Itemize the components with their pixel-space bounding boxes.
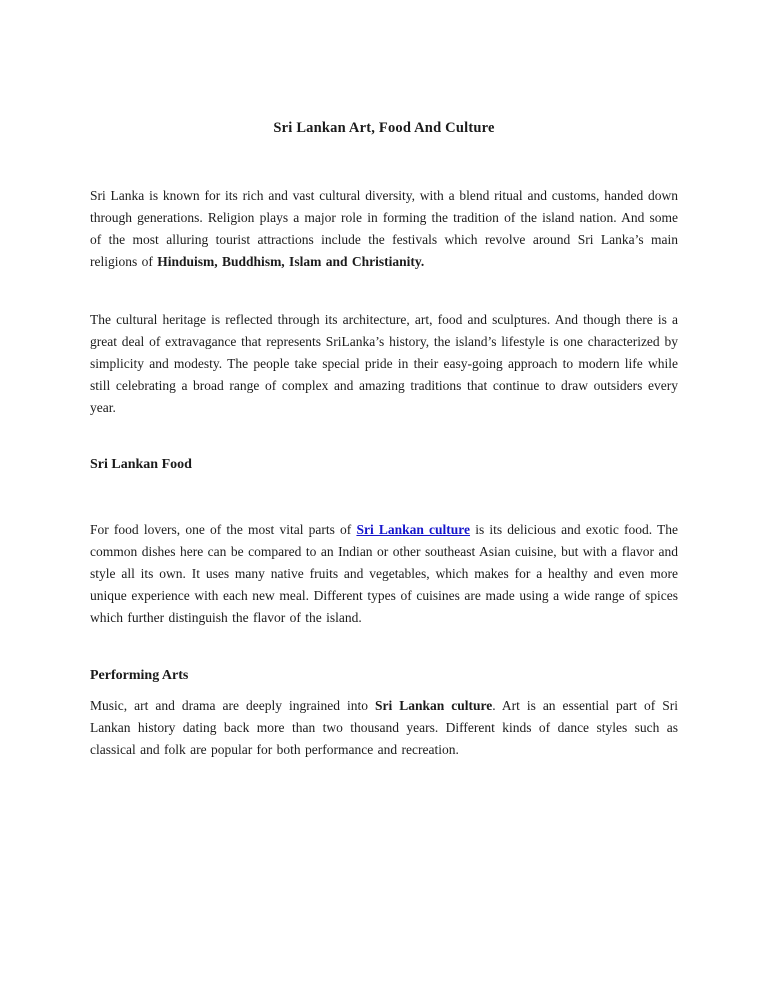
text-segment: For food lovers, one of the most vital parts of: [90, 522, 357, 537]
text-segment: . Art is an essential part of Sri Lankan history dating back more than two thousand years. Different kinds of dance styles such as classical and folk are popular for both performance and recreation.: [90, 698, 678, 757]
text-segment: The cultural heritage is reflected through its architecture, art, food and sculptures. And though there is a great deal of extravagance that represents SriLanka’s history, the island’s lifestyle is one characterized by simplicity and modesty. The people take special pride in their easy-going approach to modern life while still celebrating a broad range of complex and amazing traditions that continue to draw outsiders every year.: [90, 312, 678, 415]
heading-performing-arts: Performing Arts: [90, 668, 189, 683]
paragraph-performing-arts: [90, 695, 678, 761]
text-segment: is its delicious and exotic food. The common dishes here can be compared to an Indian or other southeast Asian cuisine, but with a flavor and style all its own. It uses many native fruits and vegetables, which makes for a healthy and even more unique experience with each new meal. Different types of cuisines are made using a wide range of spices which further distinguish the flavor of the island.: [90, 522, 678, 625]
text-segment: Hinduism, Buddhism, Islam and Christianity.: [157, 254, 425, 269]
document-title: Sri Lankan Art, Food And Culture: [273, 120, 495, 136]
sri-lankan-culture-link[interactable]: Sri Lankan culture: [356, 522, 471, 537]
paragraph-sri-lankan-food: [90, 519, 678, 629]
paragraph-intro: [90, 185, 678, 273]
text-segment: Sri Lanka is known for its rich and vast cultural diversity, with a blend ritual and customs, handed down through generations. Religion plays a major role in forming the tradition of the island nation. And some of the most alluring tourist attractions include the festivals which revolve around Sri Lanka’s main religions of: [90, 188, 678, 269]
heading-sri-lankan-food: Sri Lankan Food: [90, 457, 192, 472]
text-segment: Music, art and drama are deeply ingrained into: [90, 698, 375, 713]
text-segment: Sri Lankan culture: [374, 698, 493, 713]
paragraph-cultural-heritage: [90, 309, 678, 419]
